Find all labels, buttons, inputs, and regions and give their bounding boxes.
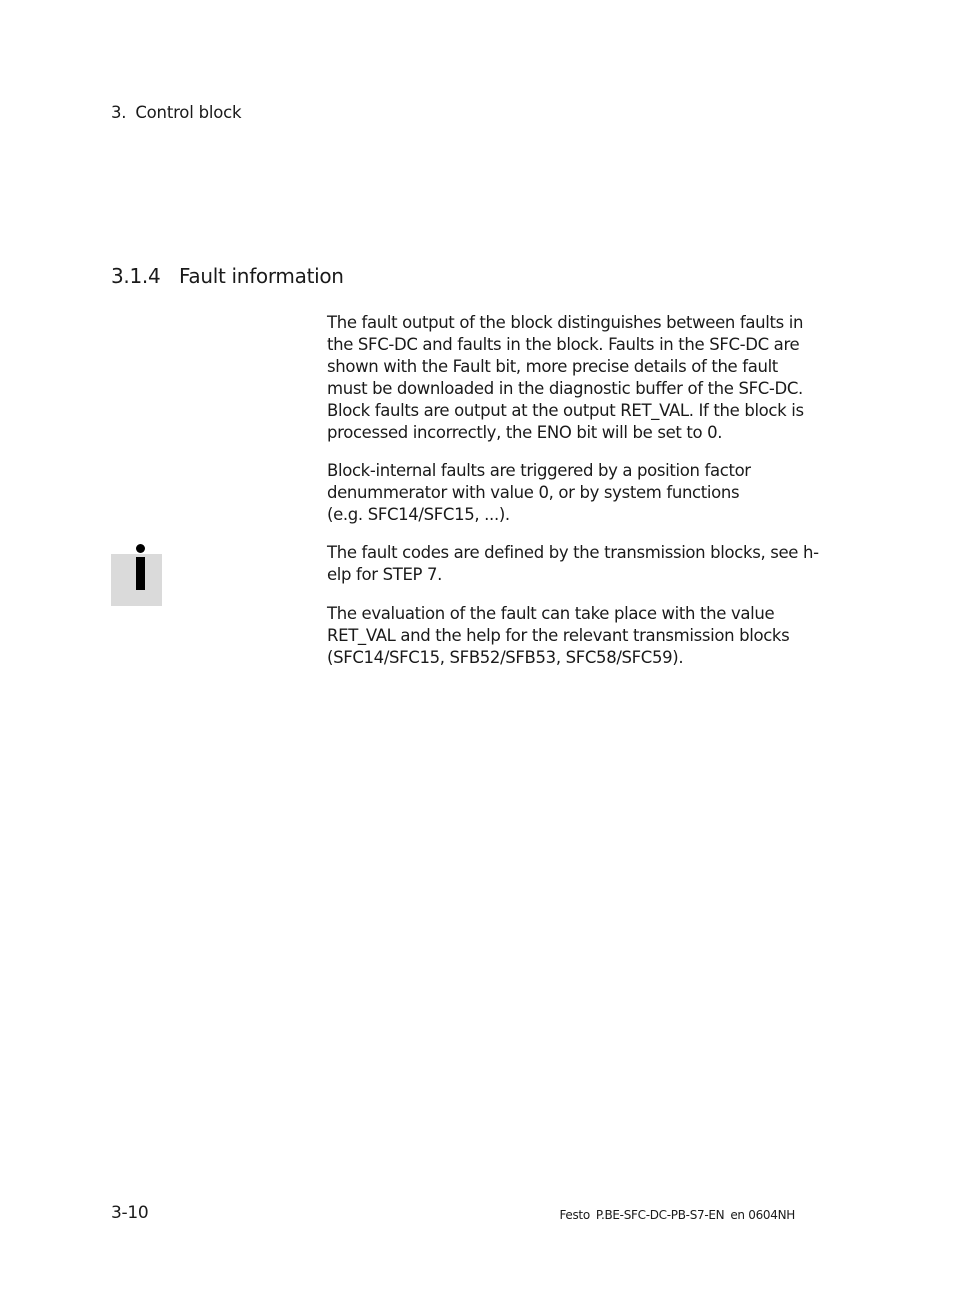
paragraph-line: (e.g. SFC14/SFC15, ...). <box>327 505 510 524</box>
paragraph-line: denummerator with value 0, or by system functions <box>327 483 740 502</box>
paragraph-line: elp for STEP 7. <box>327 565 443 584</box>
paragraph-line: The evaluation of the fault can take place with the value <box>327 604 775 623</box>
document-reference <box>559 1207 795 1223</box>
paragraph-line: shown with the Fault bit, more precise details of the fault <box>327 357 778 376</box>
section-heading <box>111 263 344 289</box>
paragraph-line: The fault codes are defined by the transmission blocks, see h- <box>327 543 819 562</box>
paragraph-line: RET_VAL and the help for the relevant transmission blocks <box>327 626 790 645</box>
paragraph-line: (SFC14/SFC15, SFB52/SFB53, SFC58/SFC59). <box>327 648 684 667</box>
paragraph-fault-output <box>327 312 802 444</box>
paragraph-line: The fault output of the block distinguishes between faults in <box>327 313 804 332</box>
paragraph-line: the SFC-DC and faults in the block. Faults in the SFC-DC are <box>327 335 800 354</box>
section-number: 3.1.4 <box>111 264 161 288</box>
section-title: Fault information <box>179 264 344 288</box>
paragraph-fault-evaluation <box>327 603 802 669</box>
page-number: 3-10 <box>111 1203 149 1223</box>
paragraph-internal-faults <box>327 460 802 526</box>
paragraph-line: Block-internal faults are triggered by a position factor <box>327 461 751 480</box>
paragraph-line: must be downloaded in the diagnostic buffer of the SFC-DC. <box>327 379 803 398</box>
paragraph-line: Block faults are output at the output RET_VAL. If the block is <box>327 401 804 420</box>
chapter-title: Control block <box>135 103 242 122</box>
info-icon <box>111 554 162 606</box>
paragraph-line: processed incorrectly, the ENO bit will be set to 0. <box>327 423 723 442</box>
chapter-number: 3. <box>111 103 127 122</box>
document-edition: en 0604NH <box>730 1208 795 1222</box>
document-id: P.BE-SFC-DC-PB-S7-EN <box>595 1208 725 1222</box>
company-name: Festo <box>559 1208 590 1222</box>
paragraph-fault-codes <box>327 542 819 586</box>
chapter-header <box>111 102 241 124</box>
info-icon-glyph <box>111 544 162 606</box>
